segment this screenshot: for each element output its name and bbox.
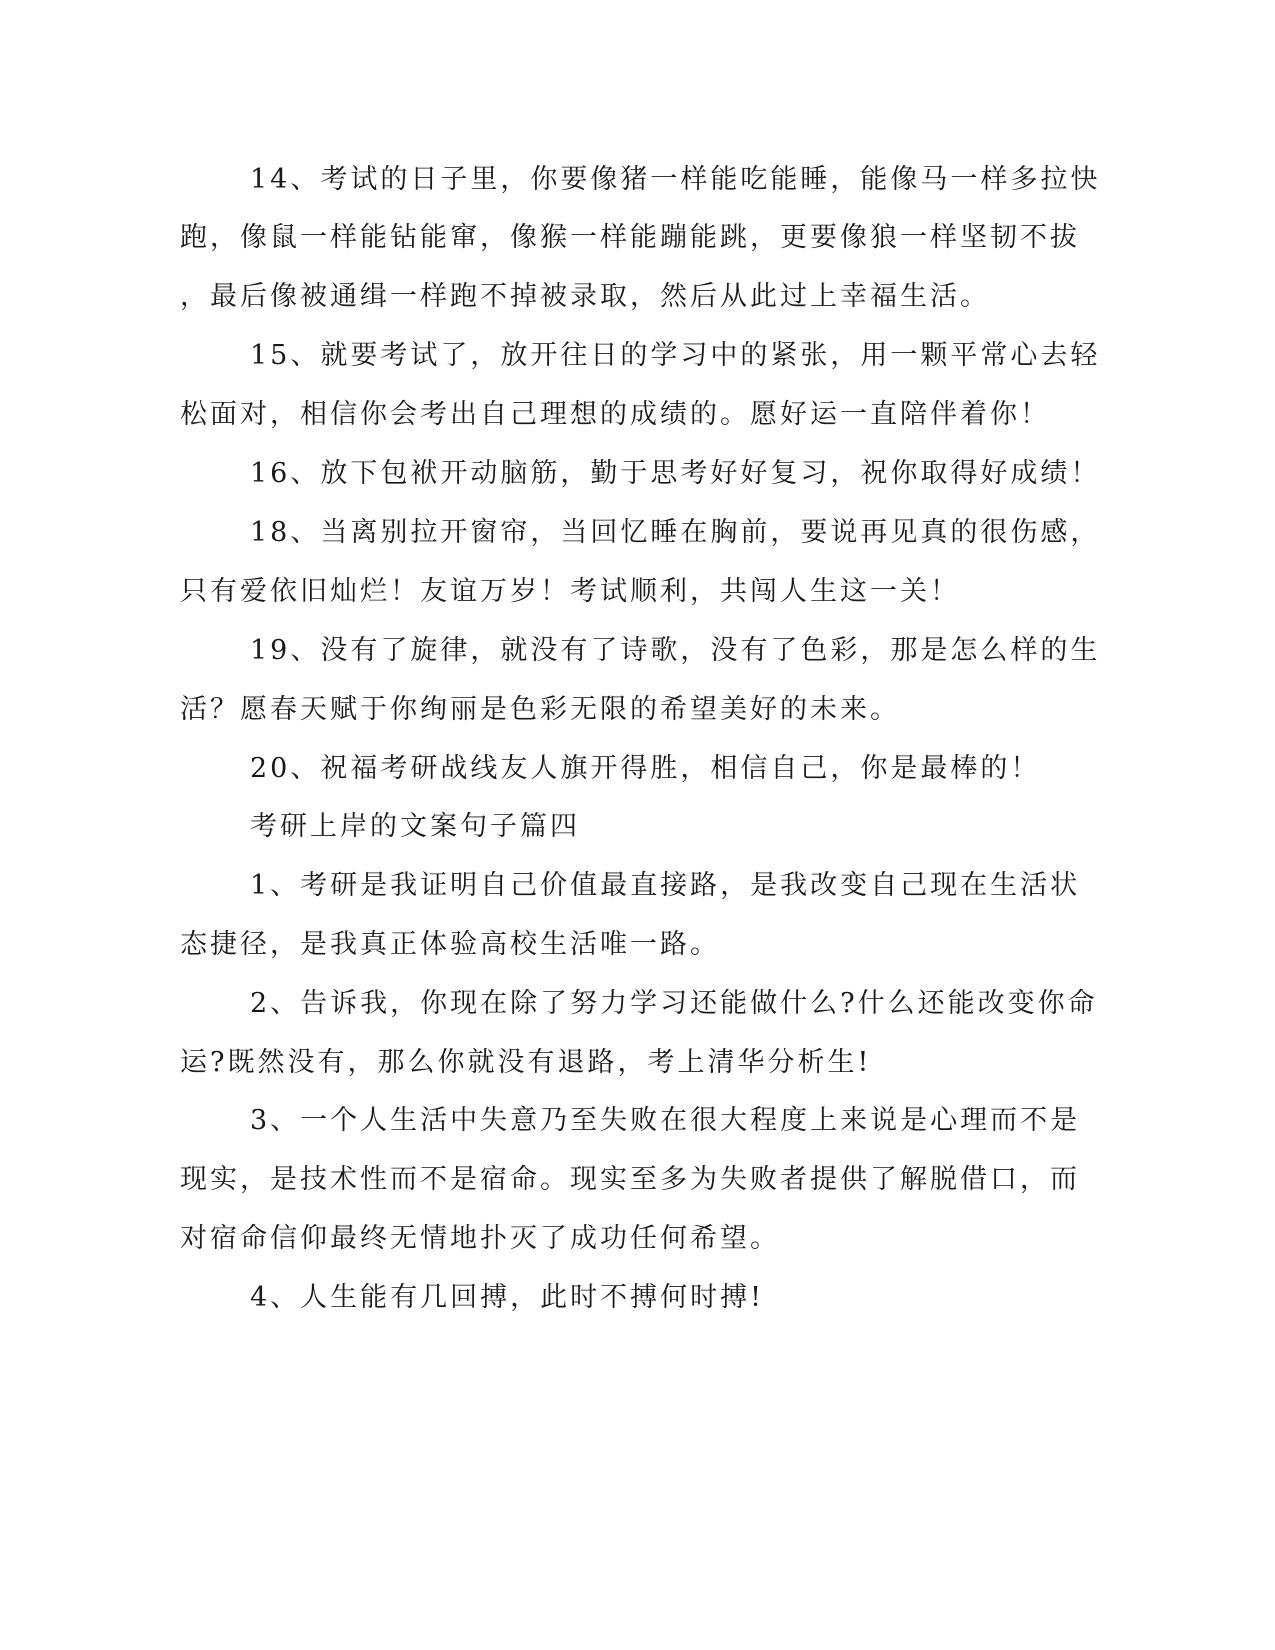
text-line: 活？愿春天赋于你绚丽是色彩无限的希望美好的未来。 (180, 694, 900, 725)
text-line: 4、人生能有几回搏，此时不搏何时搏! (250, 1282, 765, 1313)
text-line: 对宿命信仰最终无情地扑灭了成功任何希望。 (180, 1223, 780, 1254)
text-line: ，最后像被通缉一样跑不掉被录取，然后从此过上幸福生活。 (180, 281, 990, 312)
text-line: 18、当离别拉开窗帘，当回忆睡在胸前，要说再见真的很伤感， (250, 517, 1101, 548)
text-line: 20、祝福考研战线友人旗开得胜，相信自己，你是最棒的！ (250, 753, 1041, 784)
text-line: 运?既然没有，那么你就没有退路，考上清华分析生! (180, 1047, 872, 1078)
text-line: 14、考试的日子里，你要像猪一样能吃能睡，能像马一样多拉快 (250, 164, 1101, 195)
text-line: 1、考研是我证明自己价值最直接路，是我改变自己现在生活状 (250, 870, 1081, 901)
text-line: 3、一个人生活中失意乃至失败在很大程度上来说是心理而不是 (250, 1105, 1081, 1136)
text-line: 只有爱依旧灿烂！友谊万岁！考试顺利，共闯人生这一关！ (180, 576, 960, 607)
text-line: 16、放下包袱开动脑筋，勤于思考好好复习，祝你取得好成绩！ (250, 458, 1101, 489)
section-heading: 考研上岸的文案句子篇四 (250, 811, 580, 842)
text-line: 松面对，相信你会考出自己理想的成绩的。愿好运一直陪伴着你！ (180, 399, 1050, 430)
text-line: 15、就要考试了，放开往日的学习中的紧张，用一颗平常心去轻 (250, 340, 1101, 371)
text-line: 态捷径，是我真正体验高校生活唯一路。 (180, 929, 720, 960)
text-line: 2、告诉我，你现在除了努力学习还能做什么?什么还能改变你命 (250, 988, 1098, 1019)
text-line: 19、没有了旋律，就没有了诗歌，没有了色彩，那是怎么样的生 (250, 635, 1101, 666)
text-line: 现实，是技术性而不是宿命。现实至多为失败者提供了解脱借口，而 (180, 1164, 1080, 1195)
text-line: 跑，像鼠一样能钻能窜，像猴一样能蹦能跳，更要像狼一样坚韧不拔 (180, 222, 1080, 253)
